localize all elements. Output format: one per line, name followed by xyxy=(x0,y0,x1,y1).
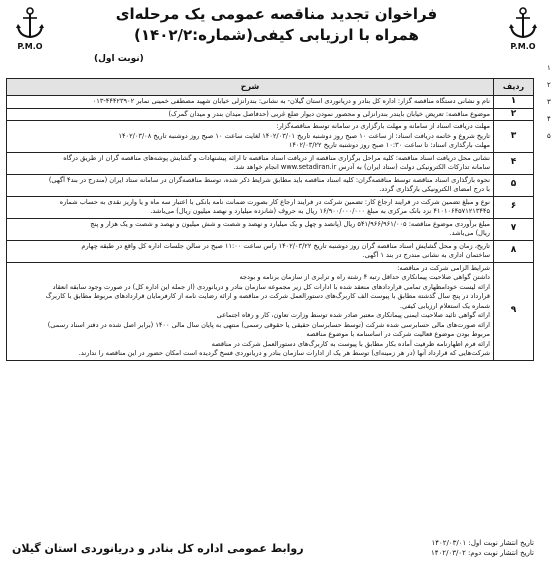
table-row xyxy=(7,218,534,240)
description-line: ۴۱۰۱۰۶۴۵۷۱۲۱۳۴۴۵ نزد بانک مرکزی به مبلغ ۱۶/۹۰۰/۰۰۰/۰۰۰ ریال به حروف (شانزده میلیارد و نهصد میلیون ریال) می‌باشد. xyxy=(150,207,490,215)
anchor-icon xyxy=(6,6,54,40)
description-line: تاریخ، زمان و محل گشایش اسناد مناقصه گران روز دوشنبه تاریخ ۱۴۰۲/۰۳/۲۲ راس ساعت ۱۱:۰۰ صبح در سالن جلسات اداره کل واقع در طبقه چهارم xyxy=(81,241,490,250)
row-description xyxy=(7,152,494,174)
pmo-logo-right xyxy=(499,6,547,51)
edge-mark: ۳ xyxy=(547,98,551,106)
publication-dates xyxy=(431,538,534,558)
round-label: (نوبت اول) xyxy=(94,54,144,64)
title-line-2: همراه با ارزیابی کیفی(شماره:۱۴۰۲/۲) xyxy=(134,26,419,44)
description-line: شرایط الزامی شرکت در مناقصه: xyxy=(397,263,490,272)
header-description: شرح xyxy=(7,79,494,96)
row-number: ۸ xyxy=(494,240,534,262)
row-description xyxy=(7,218,494,240)
description-line: تاریخ شروع و خاتمه دریافت اسناد: از ساعت ۱۰ صبح روز دوشنبه تاریخ ۱۴۰۲/۰۳/۰۱ لغایت ساعت ۱۰ صبح روز دوشنبه تاریخ ۱۴۰۲/۰۳/۰۸ xyxy=(118,131,490,140)
description-line: مربوط بودن موضوع فعالیت شرکت در اساسنامه با موضوع مناقصه xyxy=(306,330,490,338)
row-number: ۷ xyxy=(494,218,534,240)
table-row xyxy=(7,196,534,218)
table-row xyxy=(7,240,534,262)
table-row xyxy=(7,174,534,196)
row-description xyxy=(7,96,494,109)
description-line: نوع و مبلغ تضمین شرکت در فرایند ارجاع کار: تضمین شرکت در فرایند ارجاع کار بصورت ضمانت نامه بانکی با اعتبار سه ماه و یا واریز نقدی به حساب شماره xyxy=(59,197,490,206)
description-line: مهلت دریافت اسناد از سامانه و مهلت بارگزاری در سامانه توسط مناقصه‌گزار: xyxy=(276,122,490,130)
description-line: موضوع مناقصه: تعریض خیابان بایندر بندرانزلی و محصور نمودن دیوار ضلع غربی (حدفاصل میدان بندر و میدان گمرک) xyxy=(168,109,490,118)
row-description xyxy=(7,174,494,196)
row-description xyxy=(7,240,494,262)
tender-table xyxy=(6,78,534,361)
table-row xyxy=(7,121,534,153)
description-line: ارائه لیست خودامظهاری تمامی قراردادهای منعقد شده با ادارات کل زیر مجموعه سازمان بنادر و دریانوردی (از جمله این اداره کل) در صورت وجود سابقه انعقاد xyxy=(52,282,490,291)
edge-mark: ۲ xyxy=(547,81,551,89)
description-line: شرکت‌هایی که قرارداد آنها (در هر زمینه‌ای) توسط هر یک از ادارات سازمان بنادر و دریانوردی فسخ گردیده است امکان حضور در این مناقصه را ندارند. xyxy=(78,349,490,357)
table-header-row xyxy=(7,79,534,96)
description-line: ساختمان اداری به نشانی مندرج در بند ۱ آگهی. xyxy=(362,251,490,259)
description-line: نشانی محل دریافت اسناد مناقصه: کلیه مراحل برگزاری مناقصه از دریافت اسناد مناقصه تا ارائه پیشنهادات و گشایش پوشه‌های مناقصه گران از طریق درگاه xyxy=(63,153,490,162)
row-number: ۶ xyxy=(494,196,534,218)
description-line: مبلغ برآوردی موضوع مناقصه: ۵۴۱/۹۶۶/۹۶۱/۰۰۵ ریال (پانصد و چهل و یک میلیارد و نهصد و شصت و شش میلیون و نهصد و شصت و یک هزار و پنج xyxy=(90,219,490,228)
header-row-number: ردیف xyxy=(494,79,534,96)
description-line: داشتن گواهی صلاحیت پیمانکاری حداقل رتبه ۴ رشته راه و ترابری از سازمان برنامه و بودجه xyxy=(239,273,490,281)
description-line: نحوه بارگذاری اسناد مناقصه توسط مناقصه‌گران: کلیه اسناد مناقصه باید مطابق شرایط ذکر شده، توسط مناقصه‌گران در سامانه ستاد ایران (مندرج در بند۴ آگهی) xyxy=(48,175,490,184)
edge-marks xyxy=(547,60,553,145)
notice-title xyxy=(60,4,493,46)
description-line: ارائه فرم اظهارنامه ظرفیت آماده بکار مطابق با پیوست به کاربرگ‌های دستورالعمل شرکت در مناقصه xyxy=(211,339,490,348)
pub-date-first: تاریخ انتشار نوبت اول: ۱۴۰۲/۰۳/۰۱ xyxy=(431,539,534,547)
row-description xyxy=(7,108,494,121)
description-line: ریال) می‌باشد. xyxy=(449,229,490,237)
row-number: ۲ xyxy=(494,108,534,121)
table-row xyxy=(7,152,534,174)
description-line: قرارداد در پنج سال گذشته مطابق با پیوست الف کاربرگ‌های دستورالعمل شرکت در مناقصه و ارائه رضایت نامه از کارفرمایان قراردادهای مربوط مطابق با کاربرگ xyxy=(45,292,490,300)
organization-signature: روابط عمومی اداره کل بنادر و دریانوردی استان گیلان xyxy=(12,542,304,555)
edge-mark: ۱ xyxy=(547,64,551,72)
description-line: ارائه گواهی تائید صلاحیت ایمنی پیمانکاری معتبر صادر شده توسط وزارت تعاون، کار و رفاه اجتماعی xyxy=(216,311,490,319)
anchor-icon xyxy=(499,6,547,40)
table-row xyxy=(7,262,534,360)
description-line: مهلت بارگذاری اسناد: تا ساعت ۱۰:۳۰ صبح روز دوشنبه تاریخ ۱۴۰۲/۰۳/۲۲ xyxy=(288,141,490,149)
logo-caption: P.M.O xyxy=(17,42,43,51)
row-number: ۳ xyxy=(494,121,534,153)
description-line: شماره یک استعلام ارزیابی کیفی. xyxy=(399,301,490,310)
row-number: ۱ xyxy=(494,96,534,109)
title-line-1: فراخوان تجدید مناقصه عمومی یک مرحله‌ای xyxy=(115,5,438,23)
row-description xyxy=(7,121,494,153)
row-description xyxy=(7,196,494,218)
row-number: ۴ xyxy=(494,152,534,174)
description-line: ارائه صورت‌های مالی حسابرسی شده شرکت (توسط حسابرسان حقیقی یا حقوقی رسمی) منتهی به پایان سال مالی ۱۴۰۰ (برابر اصل شده در دفتر اسناد رسمی) xyxy=(47,320,490,329)
pmo-logo-left xyxy=(6,6,54,51)
row-number: ۵ xyxy=(494,174,534,196)
description-line: نام و نشانی دستگاه مناقصه گزار: اداره کل بنادر و دریانوردی استان گیلان- به نشانی: بندرانزلی خیابان شهید مصطفی خمینی نمابر ۴۴۴۲۳۹۰۲-۰۱۳ xyxy=(92,97,490,105)
description-line: با درج امضای الکترونیکی بارگذاری گردد. xyxy=(379,185,490,193)
pub-date-second: تاریخ انتشار نوبت دوم: ۱۴۰۲/۰۳/۰۲ xyxy=(431,549,534,557)
table-row xyxy=(7,108,534,121)
table-row xyxy=(7,96,534,109)
logo-caption: P.M.O xyxy=(510,42,536,51)
row-description xyxy=(7,262,494,360)
edge-mark: ۵ xyxy=(547,132,551,140)
row-number: ۹ xyxy=(494,262,534,360)
edge-mark: ۴ xyxy=(547,115,551,123)
description-line: سامانه تدارکات الکترونیکی دولت (ستاد ایران) به آدرس www.setadiran.ir انجام خواهد شد. xyxy=(233,163,490,171)
